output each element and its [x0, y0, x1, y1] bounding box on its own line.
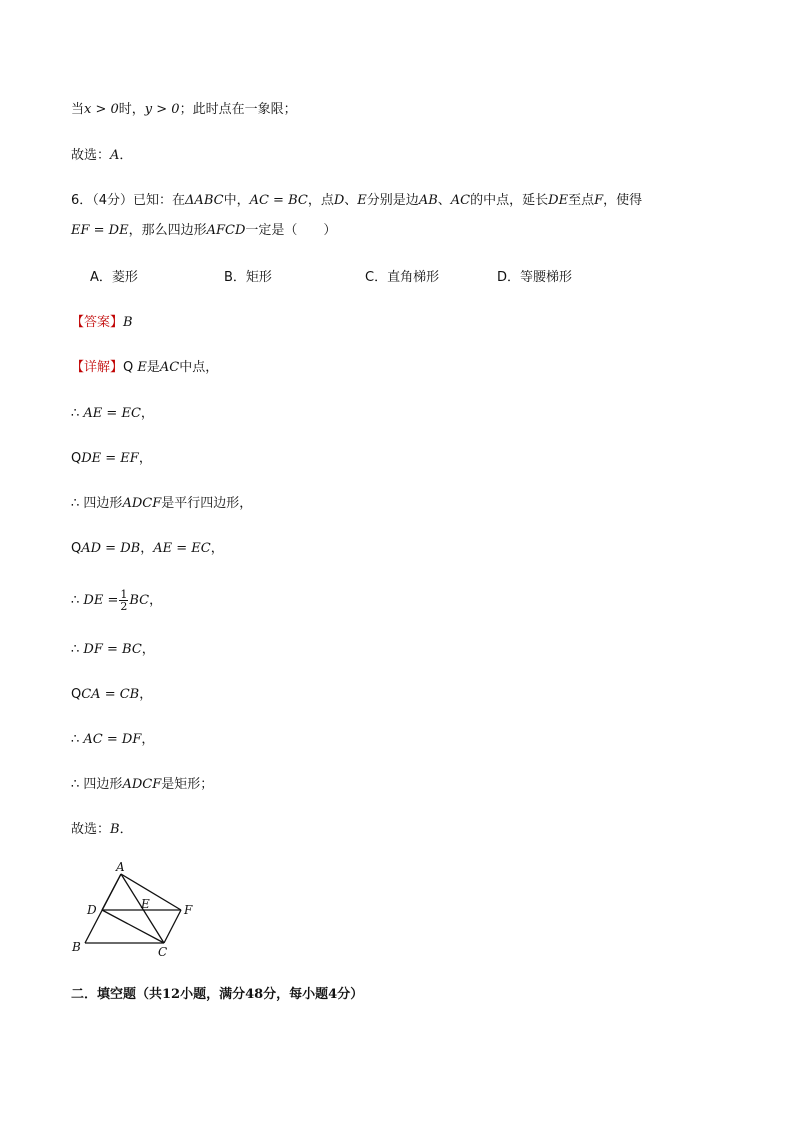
fraction-one-half: $\frac{1}{2}$ — [120, 588, 128, 613]
choose-line: 故选：B． — [71, 822, 133, 837]
label-c: C — [158, 945, 168, 959]
option-d: D．等腰梯形 — [497, 270, 573, 285]
section-2-title: 二．填空题（共12小题，满分48分，每小题4分） — [71, 987, 364, 1002]
geometry-figure — [66, 858, 206, 960]
question-6-line-1: 6．（4分）已知：在ΔABC中，AC = BC，点D、E分别是边AB、AC的中点，延长DE至点F，使得 — [71, 193, 643, 208]
label-d: D — [87, 903, 97, 917]
answer-tag: 【答案】 — [71, 315, 124, 330]
option-c: C．直角梯形 — [365, 270, 440, 285]
detail-step-10: ∴ 四边形ADCF是矩形； — [71, 777, 214, 792]
answer-value: B — [123, 315, 133, 330]
question-6-line-2: EF = DE，那么四边形AFCD一定是（ ） — [71, 223, 337, 238]
detail-step-3: QDE = EF， — [71, 451, 152, 466]
answer-line — [71, 314, 133, 332]
detail-step-8: QCA = CB， — [71, 687, 153, 702]
detail-step-2: ∴ AE = EC， — [71, 406, 154, 421]
label-e: E — [141, 897, 150, 911]
label-f: F — [184, 903, 193, 917]
prev-choose-line: 故选：A． — [71, 148, 133, 163]
segment-dc — [102, 910, 164, 943]
option-b: B．矩形 — [224, 270, 272, 285]
segment-da — [102, 874, 121, 910]
prev-answer-line: 当x > 0时，y > 0；此时点在一象限； — [71, 102, 297, 117]
detail-step-1: 【详解】Q E是AC中点， — [71, 360, 219, 375]
detail-step-5: QAD = DB，AE = EC， — [71, 541, 224, 556]
segment-af — [121, 874, 181, 910]
label-b: B — [72, 940, 81, 954]
option-a: A．菱形 — [90, 270, 138, 285]
detail-step-9: ∴ AC = DF， — [71, 732, 155, 747]
detail-step-7: ∴ DF = BC， — [71, 642, 155, 657]
detail-step-6: ∴ DE = $\frac{1}{2}$ BC， — [71, 588, 163, 613]
segment-fc — [164, 910, 181, 943]
detail-tag: 【详解】 — [71, 360, 124, 375]
detail-step-4: ∴ 四边形ADCF是平行四边形， — [71, 496, 253, 511]
label-a: A — [116, 860, 125, 874]
